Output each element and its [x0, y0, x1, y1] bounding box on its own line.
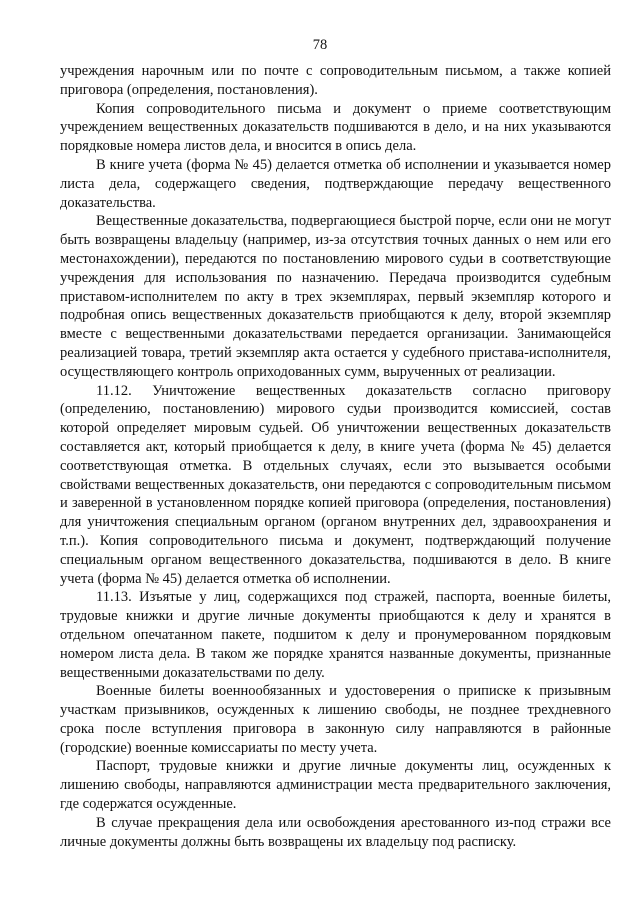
paragraph: учреждения нарочным или по почте с сопроводительным письмом, а также копией приговора (определения, постановления). [60, 63, 611, 98]
page-number: 78 [312, 37, 328, 53]
paragraph: Копия сопроводительного письма и документ о приеме соответствующим учреждением вещественных доказательств подшиваются в дело, и на них указываются порядковые номера листов дела, и вносится в опись дела. [60, 100, 611, 155]
paragraph: Вещественные доказательства, подвергающиеся быстрой порче, если они не могут быть возвращены владельцу (например, из-за отсутствия точных данных о нем или его местонахождении), передаются по постановлению мирового судьи в соответствующие учреждения для использования по назначению. Передача производится судебным приставом-исполнителем по акту в трех экземплярах, первый экземпляр которого и подробная опись вещественных доказательств приобщаются к делу, второй экземпляр вместе с вещественными доказательствами передается организации. Занимающейся реализацией товара, третий экземпляр акта остается у судебного пристава-исполнителя, осуществляющего контроль оприходованных сумм, вырученных от реализации. [60, 213, 611, 380]
paragraph: В случае прекращения дела или освобождения арестованного из-под стражи все личные документы должны быть возвращены их владельцу под расписку. [60, 814, 611, 850]
paragraph: В книге учета (форма № 45) делается отметка об исполнении и указывается номер листа дела, содержащего сведения, подтверждающие передачу вещественного доказательства. [60, 156, 611, 211]
paragraph: 11.12. Уничтожение вещественных доказательств согласно приговору (определению, постановлению) мирового судьи производится комиссией, состав которой определяет мировым судьей. Об уничтожении вещественных доказательств составляется акт, который приобщается к делу, в книге учета (форма № 45) делается соответствующая отметка. В отдельных случаях, если это вызывается особыми свойствами вещественных доказательств, они передаются с сопроводительным письмом и заверенной в установленном порядке копией приговора (определения, постановления) для уничтожения специальным органом (органом внутренних дел, здравоохранения и т.п.). Копия сопроводительного письма и документ, подтверждающий получение специальным органом вещественного доказательства, подшиваются в дело. В книге учета (форма № 45) делается отметка об исполнении. [60, 382, 611, 587]
paragraph: Военные билеты военнообязанных и удостоверения о приписке к призывным участкам призывников, осужденных к лишению свободы, не позднее трехдневного срока после вступления приговора в законную силу направляются в районные (городские) военные комиссариаты по месту учета. [60, 683, 611, 756]
body-text [60, 62, 611, 851]
paragraph: Паспорт, трудовые книжки и другие личные документы лиц, осужденных к лишению свободы, направляются администрации места предварительного заключения, где содержатся осужденные. [60, 758, 611, 813]
paragraph: 11.13. Изъятые у лиц, содержащихся под стражей, паспорта, военные билеты, трудовые книжки и другие личные документы приобщаются к делу и хранятся в отдельном опечатанном пакете, подшитом к делу и пронумерованном порядковым номером листа дела. В таком же порядке хранятся названные документы, признанные вещественными доказательствами по делу. [60, 589, 611, 681]
